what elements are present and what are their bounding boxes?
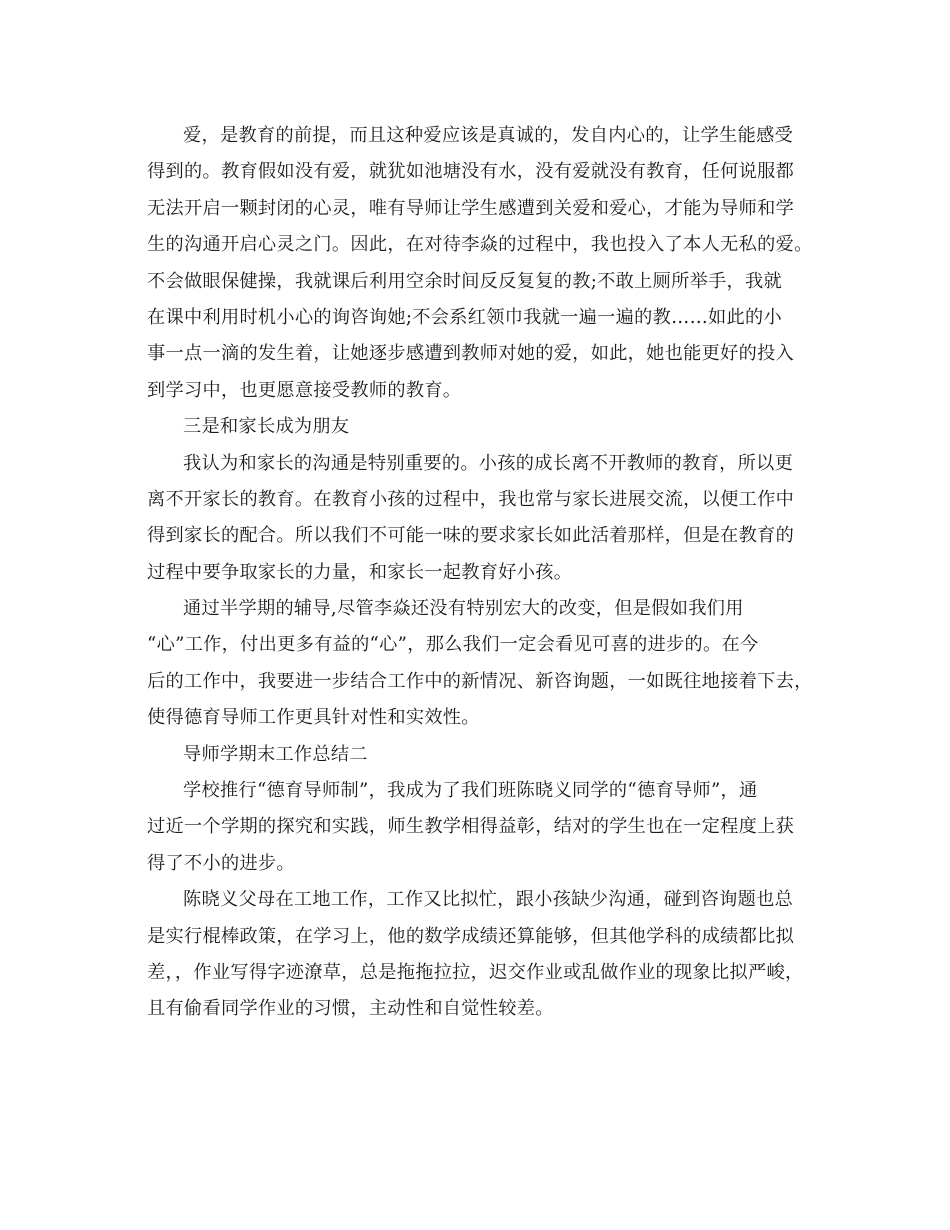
text-line: 三是和家长成为朋友 xyxy=(183,416,350,438)
text-line: 得到的。教育假如没有爱，就犹如池塘没有水，没有爱就没有教育，任何说服都 xyxy=(147,161,795,183)
text-line: “心”工作，付出更多有益的“心”，那么我们一定会看见可喜的进步的。在今 xyxy=(147,634,759,656)
text-line: 差，，作业写得字迹潦草，总是拖拖拉拉，迟交作业或乱做作业的现象比拟严峻， xyxy=(147,961,804,983)
text-line: 生的沟通开启心灵之门。因此，在对待李焱的过程中，我也投入了本人无私的爱。 xyxy=(147,234,813,256)
text-line: 我认为和家长的沟通是特别重要的。小孩的成长离不开教师的教育，所以更 xyxy=(183,452,794,474)
text-line: 不会做眼保健操，我就课后利用空余时间反反复复的教;不敢上厕所举手，我就 xyxy=(147,270,783,292)
text-line: 学校推行“德育导师制”，我成为了我们班陈晓义同学的“德育导师”，通 xyxy=(183,780,758,802)
text-line: 事一点一滴的发生着，让她逐步感遭到教师对她的爱，如此，她也能更好的投入 xyxy=(147,343,795,365)
text-line: 得到家长的配合。所以我们不可能一味的要求家长如此活着那样，但是在教育的 xyxy=(147,525,795,547)
text-line: 到学习中，也更愿意接受教师的教育。 xyxy=(147,379,462,401)
text-line: 且有偷看同学作业的习惯，主动性和自觉性较差。 xyxy=(147,998,554,1020)
text-line: 离不开家长的教育。在教育小孩的过程中，我也常与家长进展交流，以便工作中 xyxy=(147,488,795,510)
text-line: 爱，是教育的前提，而且这种爱应该是真诚的，发自内心的，让学生能感受 xyxy=(183,125,794,146)
document-body xyxy=(147,118,813,1028)
text-line: 使得德育导师工作更具针对性和实效性。 xyxy=(147,707,480,729)
text-line: 无法开启一颗封闭的心灵，唯有导师让学生感遭到关爱和爱心，才能为导师和学 xyxy=(147,197,795,219)
text-line: 过程中要争取家长的力量，和家长一起教育好小孩。 xyxy=(147,561,573,583)
text-line: 通过半学期的辅导,尽管李焱还没有特别宏大的改变，但是假如我们用 xyxy=(183,598,744,620)
text-line: 是实行棍棒政策，在学习上，他的数学成绩还算能够，但其他学科的成绩都比拟 xyxy=(147,925,795,947)
text-line: 得了不小的进步。 xyxy=(147,852,295,874)
text-line: 过近一个学期的探究和实践，师生教学相得益彰，结对的学生也在一定程度上获 xyxy=(147,816,795,838)
text-line: 陈晓义父母在工地工作，工作又比拟忙，跟小孩缺少沟通，碰到咨询题也总 xyxy=(183,889,794,911)
text-line: 后的工作中，我要进一步结合工作中的新情况、新咨询题，一如既往地接着下去， xyxy=(147,670,813,692)
text-line: 导师学期末工作总结二 xyxy=(183,743,368,765)
text-line: 在课中利用时机小心的询咨询她;不会系红领巾我就一遍一遍的教……如此的小 xyxy=(147,306,783,328)
